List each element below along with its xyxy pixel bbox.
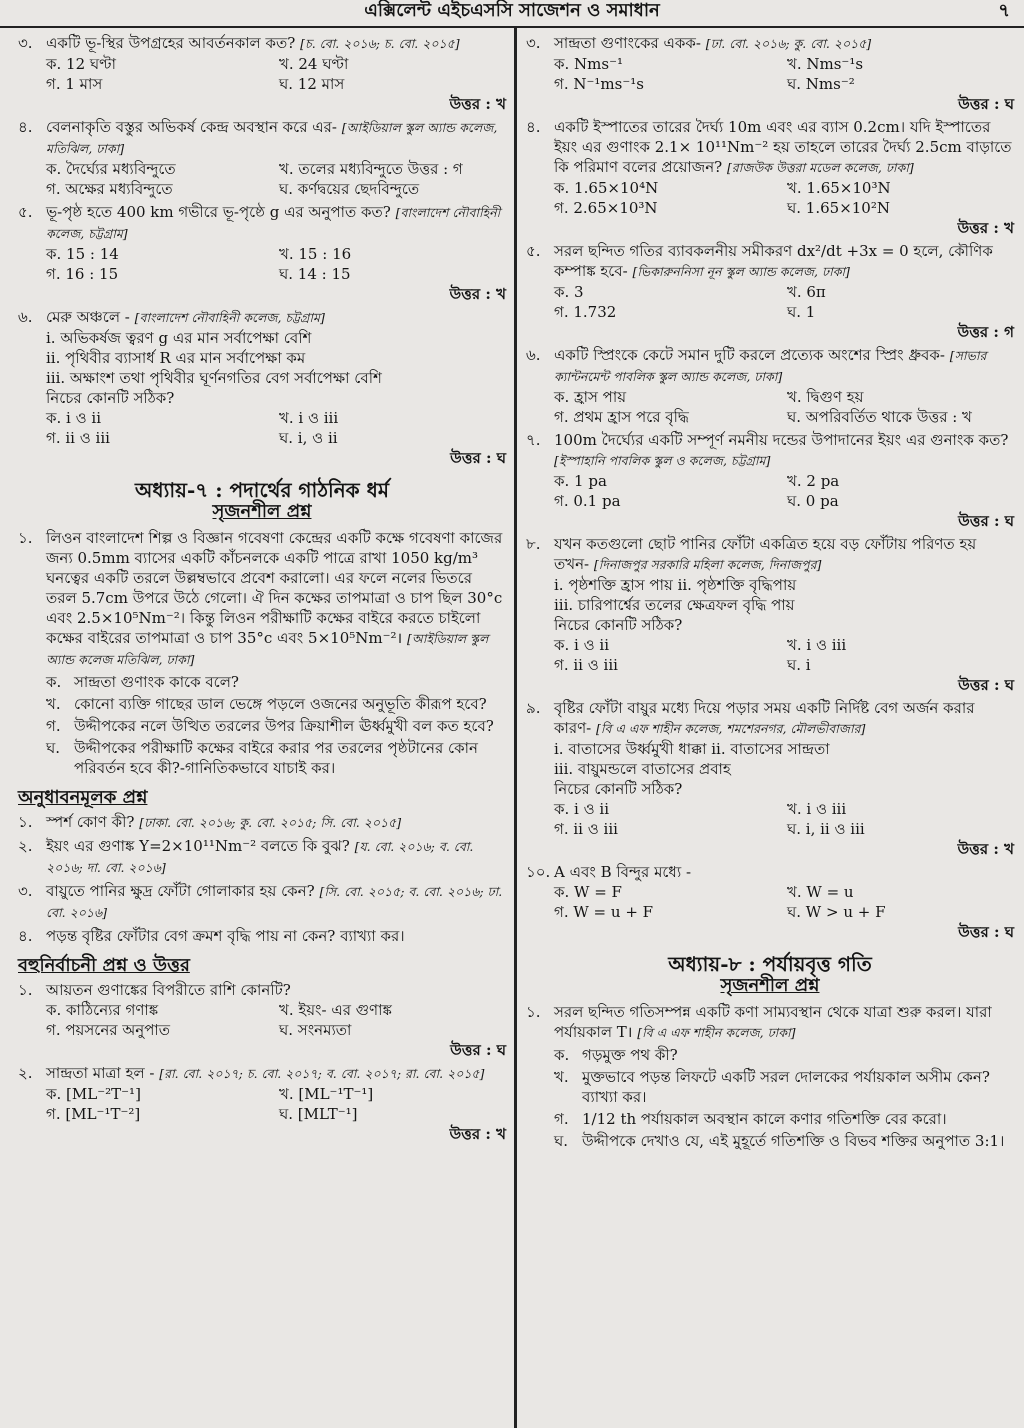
sub-question [18,672,506,692]
sub-question-text: মুক্তভাবে পড়ন্ত লিফটে একটি সরল দোলকের পর্যায়কাল অসীম কেন? ব্যাখ্যা কর। [582,1068,990,1106]
sub-question-text: সান্দ্রতা গুণাংক কাকে বলে? [74,673,239,691]
options [526,799,1014,839]
options [18,244,506,284]
question-number: ১. [526,1003,541,1021]
question-text: বায়ুতে পানির ক্ষুদ্র ফোঁটা গোলাকার হয় কেন? [46,882,315,900]
option: খ. i ও iii [279,409,339,427]
option: খ. i ও iii [787,636,847,654]
answer: উত্তর : গ [957,323,1014,341]
question-number: ৫. [526,242,541,260]
option: ক. Nms⁻¹ [554,55,624,73]
sub-question [18,716,506,736]
column-divider [514,28,517,1428]
question-text: একটি স্প্রিংকে কেটে সমান দুটি করলে প্রত্যেক অংশের স্প্রিং ধ্রুবক- [554,346,945,364]
option: ক. কাঠিন্যের গণাঙ্ক [46,1001,159,1019]
question-text: সরল ছন্দিত গতিসম্পন্ন একটি কণা সাম্যবস্থান থেকে যাত্রা শুরু করল। যারা পর্যায়কাল T। [554,1003,992,1041]
question-source: [সাভার ক্যান্টনমেন্ট পাবলিক স্কুল অ্যান্ড কলেজ, ঢাকা] [554,348,987,384]
option: ক. 3 [554,283,584,301]
option: ক. [ML⁻²T⁻¹] [46,1085,141,1103]
answer: উত্তর : খ [449,95,506,113]
question-number: ১০. [526,863,551,881]
option: ঘ. i [787,656,811,674]
question [18,881,506,923]
statement: নিচের কোনটি সঠিক? [554,780,683,798]
question-text: সান্দ্রতা মাত্রা হল - [46,1064,155,1082]
sub-question-label: ক. [46,673,62,691]
sub-question-text: 1/12 th পর্যায়কাল অবস্থান কালে কণার গতিশক্তি বের করো। [582,1110,947,1128]
statement: নিচের কোনটি সঠিক? [554,616,683,634]
option: খ. 24 ঘণ্টা [279,55,349,73]
question-text: একটি ভূ-স্থির উপগ্রহের আবর্তনকাল কত? [46,34,296,52]
option: গ. 1.732 [554,303,617,321]
question-text: বেলনাকৃতি বস্তুর অভিকর্ষ কেন্দ্র অবস্থান করে এর- [46,118,337,136]
question-body [46,528,506,670]
question [18,1063,506,1084]
option: খ. W = u [787,883,854,901]
section-heading: অনুধাবনমূলক প্রশ্ন [18,787,148,808]
answer: উত্তর : খ [449,285,506,303]
right-column [526,30,1014,1151]
sub-question-text: গড়মুক্ত পথ কী? [582,1046,678,1064]
options [18,1084,506,1124]
option: গ. 16 : 15 [46,265,119,283]
section-heading: সৃজনশীল প্রশ্ন [212,501,312,522]
sub-question-label: খ. [46,695,61,713]
question-number: ৭. [526,431,541,449]
question-number: ৫. [18,203,33,221]
question [526,430,1014,471]
statement: iii. চারিপার্শ্বের তলের ক্ষেত্রফল বৃদ্ধি পায় [554,596,795,614]
question-source: [ভিকারুননিসা নূন স্কুল অ্যান্ড কলেজ, ঢাকা] [632,264,850,279]
question-number: ৩. [18,882,33,900]
option: ক. i ও ii [554,800,609,818]
options [526,387,1014,427]
question-body [46,836,506,878]
chapter-heading: অধ্যায়-৭ : পদার্থের গাঠনিক ধর্ম [135,478,389,502]
question [526,1002,1014,1043]
page-header [0,0,1024,28]
sub-question [526,1109,1014,1129]
question-source: [ইস্পাহানি পাবলিক স্কুল ও কলেজ, চট্টগ্রাম] [554,453,771,468]
question-number: ২. [18,1064,33,1082]
options [526,471,1014,511]
question-body [46,202,506,244]
option: ঘ. [MLT⁻¹] [279,1105,358,1123]
option: খ. 6π [787,283,826,301]
answer: উত্তর : ঘ [450,1041,506,1059]
question [18,307,506,328]
option: খ. 15 : 16 [279,245,352,263]
question-text: 100m দৈর্ঘ্যের একটি সম্পূর্ণ নমনীয় দন্ডের উপাদানের ইয়ং এর গুনাংক কত? [554,431,1009,449]
answer: উত্তর : খ [957,219,1014,237]
sub-question-label: ঘ. [46,739,61,757]
question-source: [রাজউক উত্তরা মডেল কলেজ, ঢাকা] [726,160,914,175]
left-column [18,30,506,1144]
question [526,862,1014,882]
option: গ. অক্ষের মধ্যবিন্দুতে [46,180,173,198]
question-body [554,117,1014,178]
option: গ. N⁻¹ms⁻¹s [554,75,644,93]
answer: উত্তর : খ [957,840,1014,858]
statement: iii. অক্ষাংশ তথা পৃথিবীর ঘূর্ণনগতির বেগ সর্বাপেক্ষা বেশি [46,369,382,387]
statement: ii. পৃথিবীর ব্যাসার্ধ R এর মান সর্বাপেক্ষা কম [46,349,306,367]
question-body [554,345,1014,387]
option: গ. [ML⁻¹T⁻²] [46,1105,141,1123]
question-number: ৯. [526,699,541,717]
options [526,882,1014,922]
sub-question-text: কোনো ব্যক্তি গাছের ডাল ভেঙ্গে পড়লে ওজনের অনুভূতি কীরূপ হবে? [74,695,487,713]
question-source: [ঢা. বো. ২০১৬; কু. বো. ২০১৫] [705,36,872,51]
question-number: ৩. [18,34,33,52]
answer: উত্তর : ঘ [958,676,1014,694]
question [526,33,1014,54]
question-source: [বাংলাদেশ নৌবাহিনী কলেজ, চট্টগ্রাম] [134,310,325,325]
question-body [46,926,506,946]
option: ঘ. সংনম্যতা [279,1021,352,1039]
question-text: ইয়ং এর গুণাঙ্ক Y=2×10¹¹Nm⁻² বলতে কি বুঝ? [46,837,350,855]
sub-question-label: খ. [554,1068,569,1086]
question-body [554,1002,1014,1043]
answer: উত্তর : খ [449,1125,506,1143]
question-number: ৬. [18,308,33,326]
question [18,812,506,833]
options [18,1000,506,1040]
option: গ. ii ও iii [46,429,110,447]
question [526,117,1014,178]
option: খ. ইয়ং- এর গুণাঙ্ক [279,1001,392,1019]
options [526,178,1014,218]
question-text: A এবং B বিন্দুর মধ্যে - [554,863,692,881]
options [526,282,1014,322]
question-body [46,1063,506,1084]
question-body [554,698,1014,739]
question-text: বৃষ্টির ফোঁটা বায়ুর মধ্যে দিয়ে পড়ার সময় একটি নির্দিষ্ট বেগ অর্জন করার কারণ- [554,699,975,737]
question-source: [ঢাকা. বো. ২০১৬; কু. বো. ২০১৫; সি. বো. ২০১৫] [139,815,402,830]
option: ঘ. 1.65×10²N [787,199,890,217]
question-body [554,862,1014,882]
option: ক. 1.65×10⁴N [554,179,659,197]
question-source: [চ. বো. ২০১৬; চ. বো. ২০১৫] [300,36,460,51]
option: গ. প্রথম হ্রাস পরে বৃদ্ধি [554,408,689,426]
option: ক. দৈর্ঘ্যের মধ্যবিন্দুতে [46,160,176,178]
option: ঘ. কর্ণদ্বয়ের ছেদবিন্দুতে [279,180,420,198]
answer: উত্তর : ঘ [958,923,1014,941]
question-number: ৩. [526,34,541,52]
question-text: যখন কতগুলো ছোট পানির ফোঁটা একত্রিত হয়ে বড় ফোঁটায় পরিণত হয় তখন- [554,535,977,573]
option: ঘ. অপরিবর্তিত থাকে উত্তর : খ [787,408,972,426]
question [526,534,1014,575]
page-number: ৭ [998,0,1010,21]
question-number: ৪. [18,118,33,136]
option: ঘ. W > u + F [787,903,886,921]
statement: i. অভিকর্ষজ ত্বরণ g এর মান সর্বাপেক্ষা বেশি [46,329,312,347]
section-heading: সৃজনশীল প্রশ্ন [720,975,820,996]
question-number: ৬. [526,346,541,364]
question-number: ৮. [526,535,541,553]
question-body [554,241,1014,282]
question-body [46,307,506,328]
question-number: ১. [18,981,33,999]
question-body [46,980,506,1000]
sub-question-label: গ. [554,1110,569,1128]
question-source: [বি এ এফ শাহীন কলেজ, ঢাকা] [637,1025,796,1040]
sub-question-text: উদ্দীপকের নলে উত্থিত তরলের উপর ক্রিয়াশীল ঊর্ধ্বমুখী বল কত হবে? [74,717,494,735]
question [18,528,506,670]
sub-question [18,694,506,714]
question-number: ২. [18,837,33,855]
option: ক. i ও ii [554,636,609,654]
option: ঘ. 12 মাস [279,75,345,93]
options [526,635,1014,675]
question-body [46,33,506,54]
option: ক. i ও ii [46,409,101,427]
sub-question [18,738,506,778]
option: খ. দ্বিগুণ হয় [787,388,864,406]
question-number: ১. [18,813,33,831]
question [18,33,506,54]
question-number: ৪. [526,118,541,136]
sub-question-text: উদ্দীপকের পরীক্ষাটি কক্ষের বাইরে করার পর তরলের পৃষ্ঠটানের কোন পরিবর্তন হবে কী?-গানিতিকভাবে যাচাই কর। [74,739,478,777]
option: ক. হ্রাস পায় [554,388,627,406]
option: গ. 1 মাস [46,75,103,93]
question [18,836,506,878]
options [18,159,506,199]
question [526,345,1014,387]
option: খ. i ও iii [787,800,847,818]
question-number: ১. [18,529,33,547]
option: খ. Nms⁻¹s [787,55,864,73]
sub-question [526,1045,1014,1065]
option: গ. পয়সনের অনুপাত [46,1021,171,1039]
sub-question-text: উদ্দীপকে দেখাও যে, এই মুহূর্তে গতিশক্তি ও বিভব শক্তির অনুপাত 3:1। [582,1132,1005,1150]
question-text: মেরু অঞ্চলে - [46,308,130,326]
question-text: আয়তন গুণাঙ্কের বিপরীতে রাশি কোনটি? [46,981,291,999]
chapter-heading: অধ্যায়-৮ : পর্যায়বৃত্ত গতি [668,952,872,976]
question-source: [য. বো. ২০১৬; ব. বো. ২০১৬; দা. বো. ২০১৬] [46,839,474,875]
option: ঘ. 1 [787,303,816,321]
question-source: [আইডিয়াল স্কুল অ্যান্ড কলেজ মতিঝিল, ঢাকা] [46,631,489,667]
question-text: পড়ন্ত বৃষ্টির ফোঁটার বেগ ক্রমশ বৃদ্ধি পায় না কেন? ব্যাখ্যা কর। [46,927,405,945]
answer: উত্তর : ঘ [958,95,1014,113]
question-text: একটি ইস্পাতের তারের দৈর্ঘ্য 10m এবং এর ব্যাস 0.2cm। যদি ইস্পাতের ইয়ং এর গুণাংক 2.1× 10¹¹Nm⁻² হয় তাহলে তারের দৈর্ঘ্য 2.5cm বাড়াতে কি পরিমাণ বলের প্রয়োজন? [554,118,1012,176]
option: ঘ. Nms⁻² [787,75,855,93]
option: খ. 2 pa [787,472,840,490]
option: গ. ii ও iii [554,820,618,838]
question [18,926,506,946]
question [18,980,506,1000]
question-body [554,33,1014,54]
option: ক. W = F [554,883,622,901]
question-source: [সি. বো. ২০১৫; ব. বো. ২০১৬; ঢা. বো. ২০১৬] [46,884,503,920]
question [18,202,506,244]
statement: নিচের কোনটি সঠিক? [46,389,175,407]
sub-question-label: গ. [46,717,61,735]
sub-question-label: ঘ. [554,1132,569,1150]
answer: উত্তর : ঘ [450,449,506,467]
option: ঘ. 14 : 15 [279,265,351,283]
question [526,698,1014,739]
option: গ. ii ও iii [554,656,618,674]
options [526,54,1014,94]
statement: iii. বায়ুমন্ডলে বাতাসের প্রবাহ [554,760,731,778]
sub-question [526,1067,1014,1107]
option: গ. 2.65×10³N [554,199,658,217]
question-source: [দিনাজপুর সরকারি মহিলা কলেজ, দিনাজপুর] [593,557,822,572]
question [526,241,1014,282]
option: ক. 15 : 14 [46,245,119,263]
answer: উত্তর : ঘ [958,512,1014,530]
question-source: [রা. বো. ২০১৭; চ. বো. ২০১৭; ব. বো. ২০১৭; রা. বো. ২০১৫] [159,1066,485,1081]
option: ঘ. i, ii ও iii [787,820,865,838]
option: গ. 0.1 pa [554,492,621,510]
question-source: [বাংলাদেশ নৌবাহিনী কলেজ, চট্টগ্রাম] [46,205,501,241]
question-text: সরল ছন্দিত গতির ব্যাবকলনীয় সমীকরণ dx²/dt +3x = 0 হলে, কৌণিক কম্পাঙ্ক হবে- [554,242,993,280]
section-heading: বহুনির্বাচনী প্রশ্ন ও উত্তর [18,955,190,976]
option: খ. তলের মধ্যবিন্দুতে উত্তর : গ [279,160,463,178]
sub-question-label: ক. [554,1046,570,1064]
question-text: ভূ-পৃষ্ঠ হতে 400 km গভীরে ভূ-পৃষ্ঠে g এর অনুপাত কত? [46,203,391,221]
question-source: [আইডিয়াল স্কুল অ্যান্ড কলেজ, মতিঝিল, ঢাকা] [46,120,498,156]
option: ক. 12 ঘণ্টা [46,55,116,73]
option: ক. 1 pa [554,472,607,490]
question-body [554,430,1014,471]
question-text: স্পর্শ কোণ কী? [46,813,135,831]
question-number: ৪. [18,927,33,945]
option: ঘ. i, ও ii [279,429,338,447]
statement: i. পৃষ্ঠশক্তি হ্রাস পায় ii. পৃষ্ঠশক্তি বৃদ্ধিপায় [554,576,797,594]
question-text: লিওন বাংলাদেশ শিল্প ও বিজ্ঞান গবেষণা কেন্দ্রের একটি কক্ষে গবেষণা কাজের জন্য 0.5mm ব্যাসের একটি কাঁচনলকে একটি পাত্রে রাখা 1050 kg/m³ ঘনত্বের একটি তরলে উল্লম্বভাবে প্রবেশ করালো। এর ফলে নলের ভিতরে তরল 5.7cm উপরে উঠে গেলো। ঐ দিন কক্ষের তাপমাত্রা ও চাপ ছিল 30°c এবং 2.5×10⁵Nm⁻²। কিন্তু লিওন পরীক্ষাটি কক্ষের বাইরে করতে চাইলো কক্ষের বাইরের তাপমাত্রা ও চাপ 35°c এবং 5×10⁵Nm⁻²। [46,529,503,647]
option: ঘ. 0 pa [787,492,839,510]
option: খ. 1.65×10³N [787,179,891,197]
sub-question [526,1131,1014,1151]
header-title: এক্সিলেন্ট এইচএসসি সাজেশন ও সমাধান [364,0,660,21]
options [18,408,506,448]
question-body [554,534,1014,575]
option: গ. W = u + F [554,903,654,921]
question [18,117,506,159]
statement: i. বাতাসের উর্ধ্বমুখী ধাক্কা ii. বাতাসের সান্দ্রতা [554,740,830,758]
options [18,54,506,94]
question-body [46,812,506,833]
option: খ. [ML⁻¹T⁻¹] [279,1085,374,1103]
question-body [46,117,506,159]
question-body [46,881,506,923]
question-text: সান্দ্রতা গুণাংকের একক- [554,34,701,52]
question-source: [বি এ এফ শাহীন কলেজ, শমশেরনগর, মৌলভীবাজার] [596,721,866,736]
